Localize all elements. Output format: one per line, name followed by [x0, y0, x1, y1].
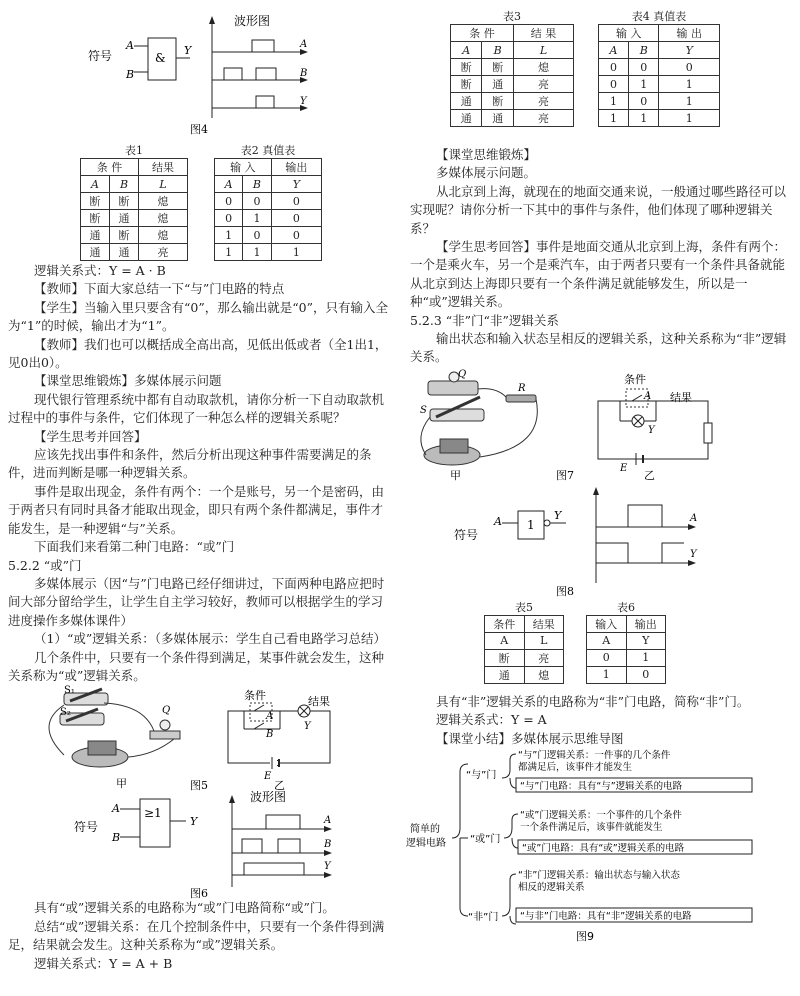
- table-cell: 熄: [524, 666, 564, 683]
- table-6: [586, 615, 666, 684]
- paragraph: 多媒体展示问题。: [436, 165, 537, 181]
- paragraph: 从北京到上海，就现在的地面交通来说，一般通过哪些路径可以实现呢？请你分析一下其中的事件与条件，他们体现了哪种逻辑关系？: [410, 183, 787, 236]
- table-cell: 断: [451, 76, 482, 93]
- figure-caption: 图7: [556, 468, 574, 482]
- table-cell: 断: [485, 649, 525, 666]
- table-cell: 亮: [513, 110, 573, 127]
- and-gate-waveform-figure: [4, 0, 392, 138]
- not-circuit-figure: [406, 367, 794, 483]
- right-column: [406, 0, 794, 944]
- label-r: R: [518, 382, 526, 394]
- table-row: [599, 93, 720, 110]
- table-row: [599, 76, 720, 93]
- wave-label-a: A: [690, 512, 698, 524]
- root-label-line1: 简单的: [410, 824, 440, 836]
- table-cell: A: [587, 632, 627, 649]
- table-cell: 1: [215, 244, 243, 261]
- table-cell: 1: [215, 227, 243, 244]
- table-header: 输 入: [215, 159, 272, 176]
- table-cell: 熄: [139, 210, 188, 227]
- tables-5-6: [406, 601, 794, 693]
- table-caption: 表1: [125, 144, 143, 157]
- table-cell: 0: [215, 210, 243, 227]
- paragraph: 几个条件中，只要有一个条件得到满足，某事件就会发生，这种关系称为“或”逻辑关系。: [8, 649, 385, 683]
- table-row: [587, 632, 666, 649]
- table-cell: 1: [243, 244, 272, 261]
- waveform-y: [212, 96, 294, 108]
- figure-9: [406, 748, 794, 944]
- table-cell: Y: [626, 632, 666, 649]
- input-a-label: A: [112, 802, 120, 816]
- paragraph: 具有“或”逻辑关系的电路称为“或”门电路简称“或”门。: [34, 900, 335, 916]
- label-result: 结果: [308, 695, 330, 709]
- table-caption: 表6: [617, 600, 635, 614]
- paragraph: 应该先找出事件和条件，然后分析出现这种事件需要满足的条件，进而判断是哪一种逻辑关系。: [8, 447, 372, 481]
- table-row: [81, 210, 188, 227]
- right-tail-text: [406, 693, 794, 748]
- paragraph: 【课堂思维锻炼】多媒体展示问题: [34, 373, 222, 389]
- schematic-circuit: [598, 372, 712, 482]
- figure-6: [4, 791, 392, 899]
- waveform-b: [232, 839, 316, 853]
- label-y: Y: [304, 721, 311, 733]
- table-cell: A: [485, 632, 525, 649]
- table-cell: 0: [629, 93, 659, 110]
- resistor: [506, 395, 536, 402]
- waveform-y: [232, 863, 316, 875]
- table-cell: A: [81, 176, 110, 193]
- output-y-label: Y: [554, 508, 562, 522]
- table-row: [81, 227, 188, 244]
- table-cell: 0: [271, 227, 321, 244]
- table-cell: 1: [626, 649, 666, 666]
- table-caption: 表3: [503, 10, 521, 23]
- or-text-2: 一个条件满足后，该事件就能发生: [520, 822, 663, 834]
- table-cell: 通: [482, 76, 513, 93]
- bulb-icon: [160, 720, 170, 730]
- gate-mark: &: [155, 51, 166, 65]
- table-cell: 1: [271, 244, 321, 261]
- not-gate-waveform-figure: [406, 483, 794, 601]
- paragraph: 【课堂思维锻炼】: [436, 147, 537, 162]
- table-cell: 通: [451, 93, 482, 110]
- table-6-block: [586, 601, 666, 684]
- left-body-text: [4, 262, 392, 685]
- table-cell: B: [482, 42, 513, 59]
- table-cell: 0: [271, 193, 321, 210]
- table-cell: 断: [110, 193, 139, 210]
- gate-mark: ≥1: [144, 806, 162, 821]
- table-cell: 1: [599, 110, 629, 127]
- paragraph: 事件是取出现金，条件有两个：一个是账号，另一个是密码，由于两者只有同时具备才能取出现金，即只有两个条件都满足，事件才能发生，是一种逻辑“与”关系。: [8, 483, 385, 536]
- wave-label-y: Y: [300, 96, 307, 107]
- mind-map: [406, 748, 794, 944]
- table-cell: 断: [482, 59, 513, 76]
- table-cell: B: [243, 176, 272, 193]
- and-text-1: “与”门逻辑关系：一件事的几个条件: [518, 750, 671, 762]
- table-cell: 断: [451, 59, 482, 76]
- figure-7: [406, 367, 794, 483]
- paragraph: 输出状态和输入状态呈相反的逻辑关系，这种关系称为“非”逻辑关系。: [410, 331, 787, 365]
- wave-label-b: B: [324, 839, 332, 851]
- waveform-title: 波形图: [250, 791, 287, 805]
- table-cell: 通: [110, 244, 139, 261]
- table-row: [81, 193, 188, 210]
- table-cell: 0: [243, 193, 272, 210]
- table-3: [450, 24, 574, 127]
- table-cell: 1: [659, 93, 720, 110]
- paragraph: 总结“或”逻辑关系：在几个控制条件中，只要有一个条件得到满足，结果就会发生。这种关系称为“或”逻辑关系。: [8, 918, 385, 953]
- section-heading: 5.2.3 “非”门“非”逻辑关系: [410, 312, 559, 328]
- root-label-line2: 逻辑电路: [406, 838, 446, 850]
- table-cell: 0: [626, 666, 666, 683]
- wave-label-y: Y: [324, 861, 331, 873]
- wave-label-a: A: [324, 815, 332, 827]
- table-cell: 熄: [513, 59, 573, 76]
- wave-label-y: Y: [690, 548, 697, 560]
- table-header: 输 入: [599, 25, 659, 42]
- label-e: E: [620, 462, 628, 474]
- table-header: 输入: [587, 615, 627, 632]
- table-1: [80, 158, 188, 261]
- branch-and-label: “与”门: [466, 770, 497, 782]
- symbol-label: 符号: [88, 49, 113, 63]
- figure-4: [4, 0, 392, 138]
- paragraph: 现代银行管理系统中都有自动取款机，请你分析一下自动取款机过程中的事件与条件，它们体现了一种怎么样的逻辑关系呢？: [8, 391, 385, 426]
- input-a-label: A: [494, 514, 502, 528]
- table-cell: 0: [215, 193, 243, 210]
- table-cell: 0: [271, 210, 321, 227]
- input-b-label: B: [126, 68, 135, 81]
- table-cell: 断: [482, 93, 513, 110]
- resistor-symbol: [704, 423, 712, 443]
- paragraph: 【教师】我们也可以概括成全高出高，见低出低或者（全1出1，见0出0）。: [8, 336, 388, 371]
- and-text-2: 都满足后，该事件才能发生: [518, 762, 633, 774]
- left-tail-text: [4, 899, 392, 973]
- table-cell: A: [599, 42, 629, 59]
- waveform-a: [596, 505, 684, 527]
- paragraph: 【学生】当输入里只要含有“0”，那么输出就是“0”，只有输入全为“1”的时候，输出才为“1”。: [8, 299, 388, 334]
- table-2-block: [214, 144, 322, 261]
- label-result: 结果: [670, 390, 692, 404]
- gate-mark: 1: [527, 517, 535, 532]
- table-cell: 亮: [139, 244, 188, 261]
- table-cell: 通: [81, 227, 110, 244]
- table-caption: 表5: [515, 600, 533, 614]
- table-4: [598, 24, 720, 127]
- paragraph: 具有“非”逻辑关系的电路称为“非”门电路，简称“非”门。: [436, 693, 750, 709]
- table-header: 输出: [626, 615, 666, 632]
- label-b: B: [266, 729, 274, 741]
- table-cell: 断: [81, 210, 110, 227]
- table-cell: A: [215, 176, 243, 193]
- or-gate-waveform-figure: [4, 791, 392, 899]
- table-row: [215, 210, 322, 227]
- label-a: A: [644, 390, 652, 402]
- table-caption: 表2 真值表: [240, 144, 296, 157]
- table-cell: 断: [110, 227, 139, 244]
- table-cell: 1: [587, 666, 627, 683]
- not-text-3: “与非”门电路：具有“非”逻辑关系的电路: [520, 911, 692, 923]
- table-header: 结 果: [513, 25, 573, 42]
- waveform-title: 波形图: [234, 14, 271, 28]
- physical-circuit-illustration: [420, 369, 537, 482]
- table-cell: 1: [629, 76, 659, 93]
- symbol-label: 符号: [74, 820, 99, 835]
- inversion-bubble: [544, 520, 550, 526]
- input-b-label: B: [112, 831, 121, 845]
- table-row: [451, 76, 574, 93]
- table-cell: 断: [81, 193, 110, 210]
- table-cell: 通: [482, 110, 513, 127]
- schematic-circuit: [228, 688, 330, 791]
- table-cell: 1: [243, 210, 272, 227]
- label-s2: S₂: [60, 707, 71, 719]
- table-cell: 1: [659, 110, 720, 127]
- table-row: [485, 632, 564, 649]
- table-cell: 通: [81, 244, 110, 261]
- table-cell: 通: [451, 110, 482, 127]
- table-cell: L: [524, 632, 564, 649]
- tables-3-4: [406, 0, 794, 146]
- table-cell: 0: [599, 76, 629, 93]
- table-row: [599, 59, 720, 76]
- waveform-y: [596, 543, 684, 563]
- table-caption: 表4 真值表: [631, 10, 687, 23]
- branch-not-label: “非”门: [468, 912, 499, 924]
- table-cell: 通: [110, 210, 139, 227]
- table-cell: B: [629, 42, 659, 59]
- table-header: 条件: [485, 615, 525, 632]
- table-cell: A: [451, 42, 482, 59]
- table-cell: L: [139, 176, 188, 193]
- wave-label-b: B: [300, 68, 308, 79]
- label-a: A: [266, 711, 274, 723]
- table-row: [451, 59, 574, 76]
- label-s: S: [420, 404, 427, 416]
- table-cell: 通: [485, 666, 525, 683]
- label-yi: 乙: [274, 779, 285, 792]
- symbol-label: 符号: [454, 527, 479, 542]
- table-row: [587, 666, 666, 683]
- label-jia: 甲: [116, 777, 127, 791]
- table-cell: 亮: [524, 649, 564, 666]
- label-condition: 条件: [244, 689, 266, 703]
- table-cell: Y: [659, 42, 720, 59]
- table-cell: 0: [243, 227, 272, 244]
- waveform-a: [212, 40, 294, 52]
- table-row: [81, 244, 188, 261]
- label-jia: 甲: [450, 468, 461, 482]
- table-cell: 1: [629, 110, 659, 127]
- input-a-label: A: [126, 39, 134, 52]
- figure-caption: 图6: [190, 887, 208, 900]
- label-q: Q: [162, 705, 171, 717]
- tables-1-2: [4, 138, 392, 262]
- formula: 逻辑关系式：Y = A: [436, 712, 547, 728]
- paragraph: （1）“或”逻辑关系：（多媒体展示：学生自己看电路学习总结）: [34, 631, 386, 647]
- or-circuit-figure: [4, 685, 392, 791]
- table-cell: Y: [271, 176, 321, 193]
- paragraph: 【学生思考回答】事件是地面交通从北京到上海，条件有两个：一个是乘火车，另一个是乘汽车，由于两者只要有一个条件具备就能从北京到达上海即只要有一个条件满足就能够发生，所以是一种“或”逻辑关系。: [410, 239, 787, 310]
- paragraph: 多媒体展示（因“与”门电路已经仔细讲过，下面两种电路应把时间大部分留给学生，让学生自主学习较好，教师可以根据学生的学习进度操作多媒体课件）: [8, 575, 385, 628]
- table-row: [587, 649, 666, 666]
- table-cell: 1: [599, 93, 629, 110]
- table-row: [215, 227, 322, 244]
- table-cell: 0: [629, 59, 659, 76]
- table-3-block: [450, 10, 574, 127]
- root-brace-bottom: [460, 838, 468, 916]
- table-header: 条 件: [451, 25, 514, 42]
- table-cell: 熄: [139, 193, 188, 210]
- table-header: 结果: [139, 159, 188, 176]
- table-cell: 1: [659, 76, 720, 93]
- table-1-block: [80, 144, 188, 261]
- table-cell: 0: [587, 649, 627, 666]
- waveform-b: [212, 68, 294, 80]
- label-y: Y: [648, 424, 655, 436]
- or-text-1: “或”门逻辑关系：一个事件的几个条件: [520, 810, 682, 822]
- waveform-a: [232, 815, 316, 829]
- table-4-block: [598, 10, 720, 127]
- table-5: [484, 615, 564, 684]
- branch-or-label: “或”门: [470, 834, 501, 846]
- table-row: [599, 110, 720, 127]
- figure-5: [4, 685, 392, 791]
- table-row: [451, 93, 574, 110]
- paragraph: 【课堂小结】多媒体展示思维导图: [436, 730, 624, 746]
- table-cell: 熄: [139, 227, 188, 244]
- right-body-text: [406, 146, 794, 367]
- figure-caption: 图5: [190, 779, 208, 792]
- label-q: Q: [458, 368, 467, 380]
- table-row: [451, 110, 574, 127]
- table-row: [485, 649, 564, 666]
- figure-8: [406, 483, 794, 601]
- table-2: [214, 158, 322, 261]
- table-5-block: [484, 601, 564, 684]
- table-row: [485, 666, 564, 683]
- table-row: [215, 244, 322, 261]
- table-cell: L: [513, 42, 573, 59]
- and-text-3: “与”门电路：具有“与”逻辑关系的电路: [520, 781, 683, 793]
- table-header: 输 出: [659, 25, 720, 42]
- figure-caption: 图4: [190, 123, 208, 136]
- physical-circuit-illustration: [49, 685, 180, 790]
- table-header: 条 件: [81, 159, 139, 176]
- label-condition: 条件: [624, 372, 646, 386]
- label-yi: 乙: [644, 468, 655, 482]
- label-e: E: [264, 771, 272, 783]
- table-cell: 0: [659, 59, 720, 76]
- figure-caption: 图9: [576, 930, 594, 944]
- or-text-3: “或”门电路：具有“或”逻辑关系的电路: [522, 843, 685, 855]
- table-row: [215, 193, 322, 210]
- table-header: 结果: [524, 615, 564, 632]
- figure-caption: 图8: [556, 584, 574, 598]
- table-cell: B: [110, 176, 139, 193]
- not-text-1: “非”门逻辑关系：输出状态与输入状态: [518, 870, 680, 882]
- bulb-holder: [150, 731, 180, 739]
- paragraph: 下面我们来看第二种门电路：“或”门: [34, 539, 235, 555]
- table-cell: 0: [599, 59, 629, 76]
- output-y-label: Y: [190, 815, 198, 829]
- table-cell: 亮: [513, 76, 573, 93]
- paragraph: 【教师】下面大家总结一下“与”门电路的特点: [34, 281, 285, 297]
- label-s1: S₁: [64, 685, 75, 697]
- table-header: 输出: [271, 159, 321, 176]
- not-text-2: 相反的逻辑关系: [518, 882, 585, 894]
- section-heading: 5.2.2 “或”门: [8, 557, 82, 573]
- paragraph: 【学生思考并回答】: [34, 428, 147, 444]
- wave-label-a: A: [300, 39, 308, 50]
- bulb-holder: [428, 381, 478, 395]
- left-column: [4, 0, 392, 973]
- formula: 逻辑关系式：Y = A + B: [34, 955, 173, 971]
- output-y-label: Y: [184, 44, 192, 57]
- formula: 逻辑关系式：Y = A · B: [34, 263, 166, 278]
- table-cell: 亮: [513, 93, 573, 110]
